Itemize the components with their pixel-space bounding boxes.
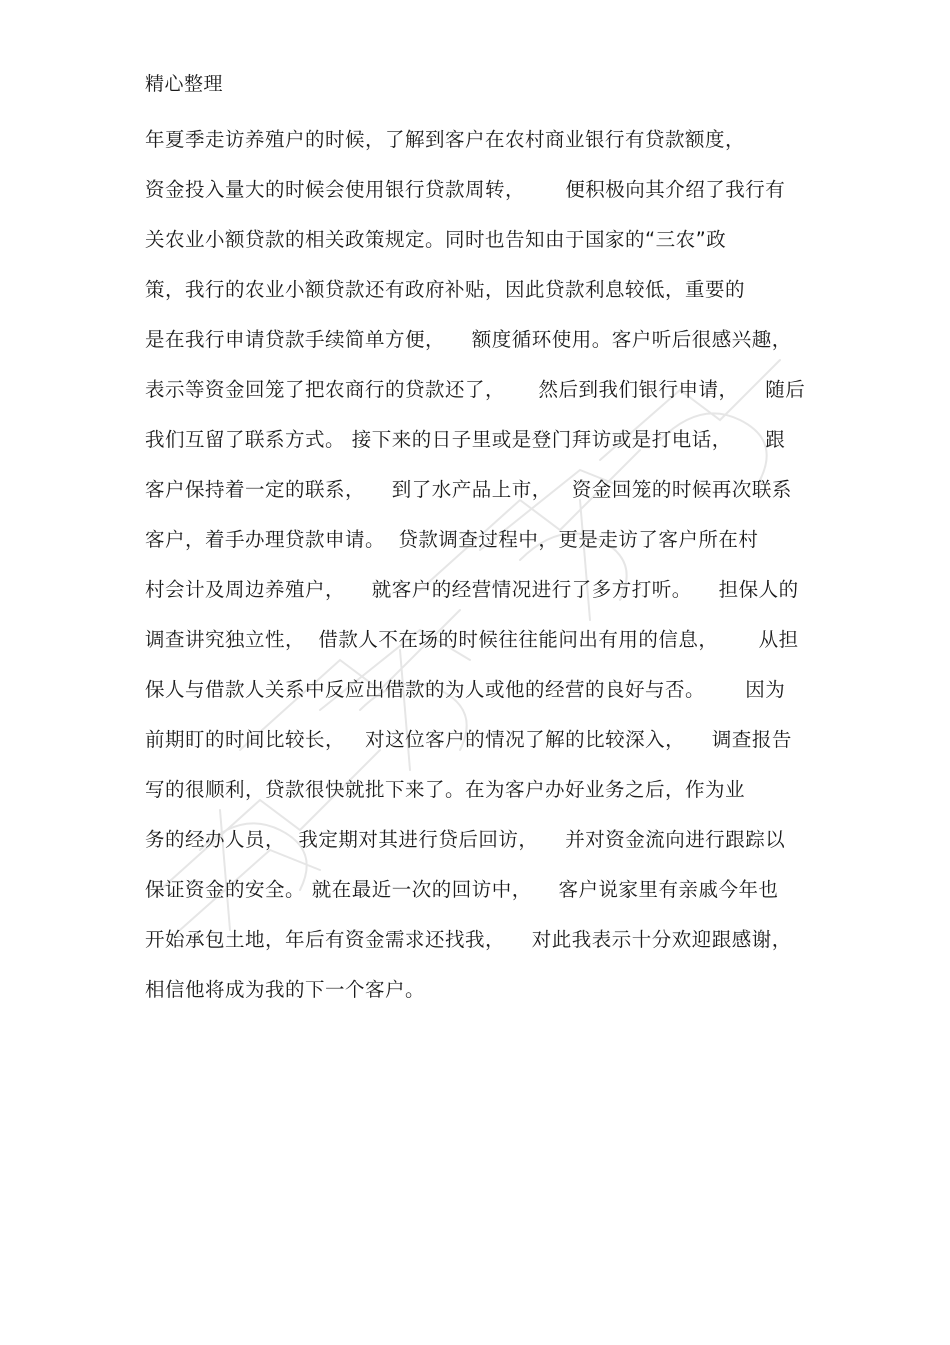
document-header: 精心整理 — [145, 73, 224, 95]
text-line: 年夏季走访养殖户的时候，了解到客户在农村商业银行有贷款额度， — [145, 128, 746, 151]
text-line: 关农业小额贷款的相关政策规定。同时也告知由于国家的“三农”政 — [145, 228, 727, 251]
text-line: 村会计及周边养殖户， 就客户的经营情况进行了多方打听。 担保人的 — [145, 578, 799, 601]
text-line: 前期盯的时间比较长， 对这位客户的情况了解的比较深入， 调查报告 — [145, 728, 792, 751]
text-line: 调查讲究独立性， 借款人不在场的时候往往能问出有用的信息， 从担 — [145, 628, 799, 651]
text-line: 写的很顺利，贷款很快就批下来了。在为客户办好业务之后，作为业 — [145, 778, 746, 801]
text-line: 资金投入量大的时候会使用银行贷款周转， 便积极向其介绍了我行有 — [145, 178, 786, 201]
text-line: 是在我行申请贷款手续简单方便， 额度循环使用。客户听后很感兴趣， — [145, 328, 792, 351]
text-line: 保人与借款人关系中反应出借款的为人或他的经营的良好与否。 因为 — [145, 678, 786, 701]
body-paragraph — [145, 122, 825, 1022]
text-line: 表示等资金回笼了把农商行的贷款还了， 然后到我们银行申请， 随后 — [145, 378, 806, 401]
text-line: 开始承包土地，年后有资金需求还找我， 对此我表示十分欢迎跟感谢， — [145, 928, 792, 951]
text-line: 相信他将成为我的下一个客户。 — [145, 978, 426, 1001]
text-line: 客户保持着一定的联系， 到了水产品上市， 资金回笼的时候再次联系 — [145, 478, 792, 501]
text-line: 保证资金的安全。 就在最近一次的回访中， 客户说家里有亲戚今年也 — [145, 878, 779, 901]
text-line: 策，我行的农业小额贷款还有政府补贴，因此贷款利息较低，重要的 — [145, 278, 746, 301]
text-line: 客户，着手办理贷款申请。 贷款调查过程中，更是走访了客户所在村 — [145, 528, 759, 551]
text-line: 我们互留了联系方式。 接下来的日子里或是登门拜访或是打电话， 跟 — [145, 428, 786, 451]
text-line: 务的经办人员， 我定期对其进行贷后回访， 并对资金流向进行跟踪以 — [145, 828, 786, 851]
